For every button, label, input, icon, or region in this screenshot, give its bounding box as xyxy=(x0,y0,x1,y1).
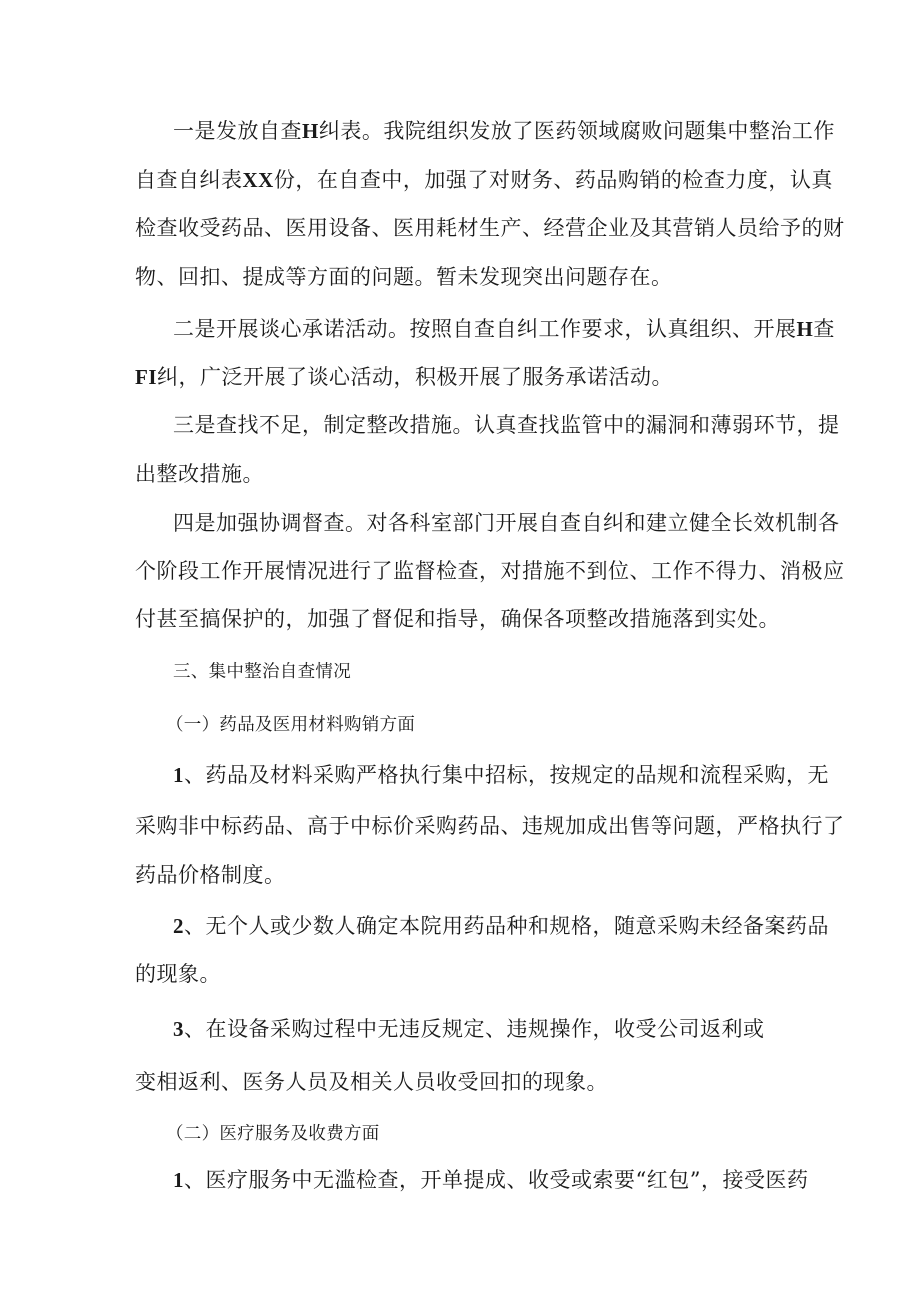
sub1-item-3-line-1: 3、在设备采购过程中无违反规定、违规操作，收受公司返利或 xyxy=(173,1017,765,1041)
p1-line-3: 检查收受药品、医用设备、医用耗材生产、经营企业及其营销人员给予的财 xyxy=(135,216,845,240)
sub1-item-1-line-3: 药品价格制度。 xyxy=(135,863,286,887)
subsection-1-heading: （一）药品及医用材料购销方面 xyxy=(166,715,416,735)
p3-line-1: 三是查找不足，制定整改措施。认真查找监管中的漏洞和薄弱环节，提 xyxy=(173,413,840,437)
subsection-2-heading: （二）医疗服务及收费方面 xyxy=(166,1124,380,1144)
p1-line-1: 一是发放自查H纠表。我院组织发放了医药领域腐败问题集中整治工作 xyxy=(173,119,835,143)
sub1-item-1-line-2: 采购非中标药品、高于中标价采购药品、违规加成出售等问题，严格执行了 xyxy=(135,814,845,838)
p4-line-1: 四是加强协调督查。对各科室部门开展自查自纠和建立健全长效机制各 xyxy=(173,511,840,535)
section-3-heading: 三、集中整治自查情况 xyxy=(173,662,351,682)
p2-line-2: FI纠，广泛开展了谈心活动，积极开展了服务承诺活动。 xyxy=(135,365,673,389)
sub1-item-2-line-1: 2、无个人或少数人确定本院用药品种和规格，随意采购未经备案药品 xyxy=(173,914,829,938)
p3-line-2: 出整改措施。 xyxy=(135,462,264,486)
p1-line-2: 自查自纠表XX份，在自查中，加强了对财务、药品购销的检查力度，认真 xyxy=(135,168,833,192)
p2-line-1: 二是开展谈心承诺活动。按照自查自纠工作要求，认真组织、开展H查 xyxy=(173,317,835,341)
sub1-item-2-line-2: 的现象。 xyxy=(135,962,221,986)
sub1-item-1-line-1: 1、药品及材料采购严格执行集中招标，按规定的品规和流程采购，无 xyxy=(173,763,829,787)
p1-line-4: 物、回扣、提成等方面的问题。暂未发现突出问题存在。 xyxy=(135,265,673,289)
sub1-item-3-line-2: 变相返利、医务人员及相关人员收受回扣的现象。 xyxy=(135,1070,608,1094)
sub2-item-1-line-1: 1、医疗服务中无滥检查，开单提成、收受或索要“红包”，接受医药 xyxy=(173,1168,809,1192)
p4-line-3: 付甚至搞保护的，加强了督促和指导，确保各项整改措施落到实处。 xyxy=(135,607,780,631)
p4-line-2: 个阶段工作开展情况进行了监督检查，对措施不到位、工作不得力、消极应 xyxy=(135,559,845,583)
